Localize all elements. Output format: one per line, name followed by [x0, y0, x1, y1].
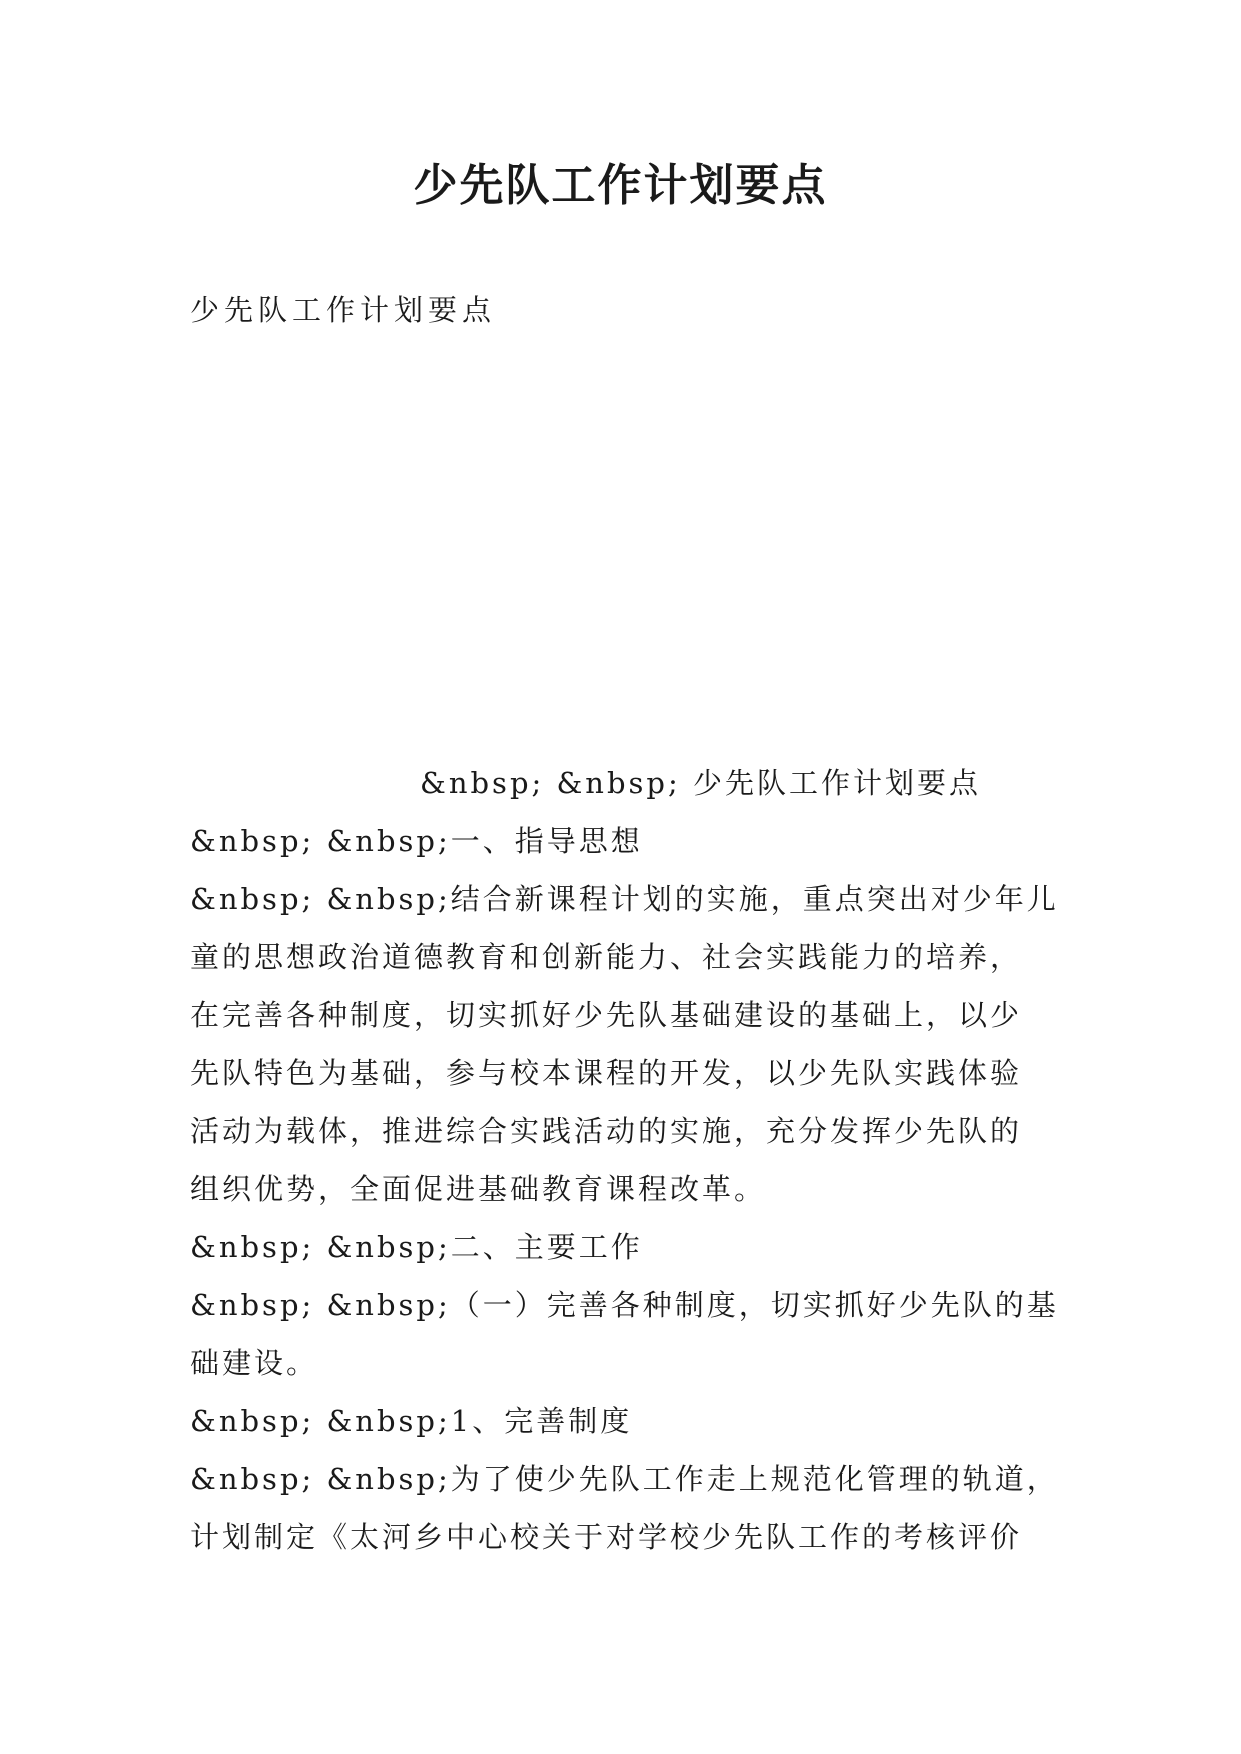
body-line: 在完善各种制度，切实抓好少先队基础建设的基础上，以少: [190, 998, 1023, 1032]
body-line: &nbsp; &nbsp;为了使少先队工作走上规范化管理的轨道，: [190, 1462, 1059, 1496]
centered-heading: &nbsp; &nbsp; 少先队工作计划要点: [420, 766, 981, 800]
body-line: 础建设。: [190, 1346, 319, 1380]
body-line: 活动为载体，推进综合实践活动的实施，充分发挥少先队的: [190, 1114, 1023, 1148]
body-line: &nbsp; &nbsp;结合新课程计划的实施，重点突出对少年儿: [190, 882, 1059, 916]
body-line: &nbsp; &nbsp;1、完善制度: [190, 1404, 633, 1438]
document-subtitle: 少先队工作计划要点: [190, 293, 497, 327]
body-line: 计划制定《太河乡中心校关于对学校少先队工作的考核评价: [190, 1520, 1023, 1554]
body-line: 童的思想政治道德教育和创新能力、社会实践能力的培养，: [190, 940, 1023, 974]
body-line: 先队特色为基础，参与校本课程的开发，以少先队实践体验: [190, 1056, 1023, 1090]
body-line: 组织优势，全面促进基础教育课程改革。: [190, 1172, 767, 1206]
body-line: &nbsp; &nbsp;（一）完善各种制度，切实抓好少先队的基: [190, 1288, 1059, 1322]
body-line: &nbsp; &nbsp;一、指导思想: [190, 824, 643, 858]
body-line: &nbsp; &nbsp;二、主要工作: [190, 1230, 643, 1264]
page-title: 少先队工作计划要点: [413, 160, 828, 211]
